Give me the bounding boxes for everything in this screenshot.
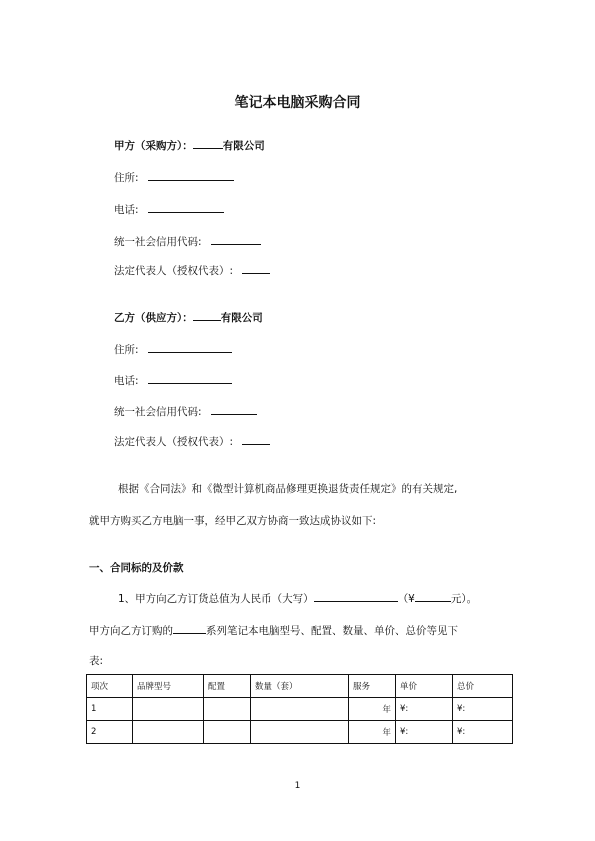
clause-1-text-b: （¥ <box>397 593 415 605</box>
party-a-rep-label: 法定代表人（授权代表）: <box>114 265 234 277</box>
cell-unit-price[interactable]: ¥: <box>396 698 453 721</box>
contract-title: 笔记本电脑采购合同 <box>234 95 361 111</box>
clause-1-text-c: 元）。 <box>450 593 478 605</box>
page-number: 1 <box>294 781 301 791</box>
party-b-address-line <box>114 342 232 357</box>
party-b-address-label: 住所: <box>114 344 139 356</box>
party-a-credit-label: 统一社会信用代码: <box>114 236 202 248</box>
clause-2-series-blank[interactable] <box>173 623 206 634</box>
party-a-rep-line <box>114 263 270 278</box>
items-table <box>86 674 513 744</box>
clause-1-line <box>118 591 477 606</box>
party-a-credit-line <box>114 234 261 249</box>
party-b-phone-line <box>114 373 232 388</box>
cell-quantity[interactable] <box>251 698 349 721</box>
cell-brand-model[interactable] <box>133 721 204 744</box>
clause-2-text-b: 系列笔记本电脑型号、配置、数量、单价、总价等见下 <box>206 625 458 637</box>
party-b-credit-line <box>114 404 257 419</box>
cell-total-price[interactable]: ¥: <box>453 721 513 744</box>
cell-service[interactable]: 年 <box>349 698 396 721</box>
header-service: 服务 <box>349 675 396 698</box>
cell-unit-price[interactable]: ¥: <box>396 721 453 744</box>
party-a-phone-line <box>114 202 224 217</box>
intro-line-1: 根据《合同法》和《微型计算机商品修理更换退货责任规定》的有关规定, <box>118 483 458 495</box>
party-b-phone-blank[interactable] <box>148 373 232 384</box>
cell-item-no: 2 <box>87 721 133 744</box>
clause-2-text-a: 甲方向乙方订购的 <box>89 625 173 637</box>
party-b-company-suffix: 有限公司 <box>220 312 263 324</box>
party-b-rep-blank[interactable] <box>242 434 270 445</box>
clause-2-line <box>89 623 458 638</box>
party-a-address-blank[interactable] <box>148 170 234 181</box>
party-b-name-blank[interactable] <box>193 310 221 321</box>
header-config: 配置 <box>204 675 251 698</box>
header-quantity: 数量（套） <box>251 675 349 698</box>
party-a-rep-blank[interactable] <box>242 263 270 274</box>
party-b-phone-label: 电话: <box>114 375 139 387</box>
cell-config[interactable] <box>204 721 251 744</box>
party-a-phone-blank[interactable] <box>148 202 224 213</box>
cell-config[interactable] <box>204 698 251 721</box>
intro-line-2: 就甲方购买乙方电脑一事，经甲乙双方协商一致达成协议如下: <box>89 515 377 527</box>
party-a-address-line <box>114 170 234 185</box>
clause-2-continuation: 表: <box>89 655 104 667</box>
party-b-credit-label: 统一社会信用代码: <box>114 406 202 418</box>
section-1-heading: 一、合同标的及价款 <box>89 562 184 574</box>
cell-service[interactable]: 年 <box>349 721 396 744</box>
cell-brand-model[interactable] <box>133 698 204 721</box>
party-b-heading: 乙方（供应方）： <box>114 312 193 324</box>
party-a-name-blank[interactable] <box>193 138 223 149</box>
table-row <box>87 721 513 744</box>
table-row <box>87 698 513 721</box>
party-a-company-suffix: 有限公司 <box>222 140 265 152</box>
header-total-price: 总价 <box>453 675 513 698</box>
clause-1-text-a: 1、甲方向乙方订货总值为人民币（大写） <box>118 593 314 605</box>
cell-total-price[interactable]: ¥: <box>453 698 513 721</box>
party-a-heading-line <box>114 138 265 153</box>
cell-item-no: 1 <box>87 698 133 721</box>
party-a-address-label: 住所: <box>114 172 139 184</box>
table-header-row <box>87 675 513 698</box>
cell-quantity[interactable] <box>251 721 349 744</box>
header-item-no: 项次 <box>87 675 133 698</box>
party-b-rep-line <box>114 434 270 449</box>
party-b-heading-line <box>114 310 263 325</box>
clause-1-amount-digits-blank[interactable] <box>415 591 451 602</box>
party-a-phone-label: 电话: <box>114 204 139 216</box>
party-a-credit-blank[interactable] <box>211 234 261 245</box>
party-a-heading: 甲方（采购方）： <box>114 140 193 152</box>
header-unit-price: 单价 <box>396 675 453 698</box>
header-brand-model: 品牌型号 <box>133 675 204 698</box>
party-b-address-blank[interactable] <box>148 342 232 353</box>
party-b-rep-label: 法定代表人（授权代表）: <box>114 436 234 448</box>
party-b-credit-blank[interactable] <box>211 404 257 415</box>
clause-1-amount-words-blank[interactable] <box>314 591 398 602</box>
